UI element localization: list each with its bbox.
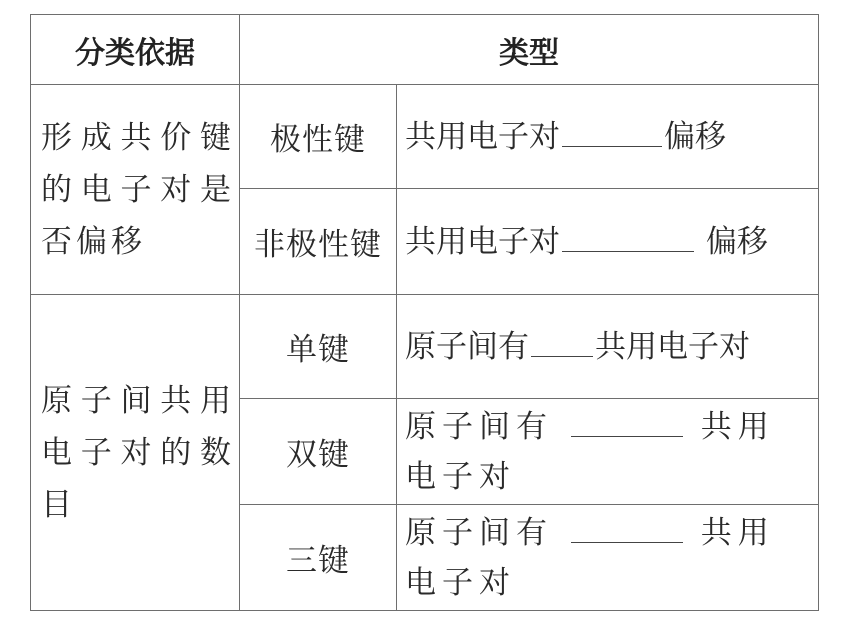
table-row bbox=[31, 85, 819, 189]
answer-blank[interactable] bbox=[531, 326, 593, 357]
header-type: 类型 bbox=[240, 15, 819, 85]
desc-text: 共用电子对 bbox=[405, 408, 775, 495]
desc-text: 偏移 bbox=[664, 118, 726, 155]
desc-polar-bond bbox=[397, 85, 819, 189]
desc-triple-bond bbox=[397, 505, 819, 611]
answer-blank[interactable] bbox=[562, 116, 662, 147]
desc-text: 原子间有 bbox=[405, 328, 529, 365]
type-double-bond: 双键 bbox=[240, 399, 397, 505]
desc-double-bond bbox=[397, 399, 819, 505]
desc-text: 原子间有 bbox=[405, 514, 553, 551]
desc-text: 共用电子对 bbox=[595, 328, 750, 365]
desc-text: 共用电子对 bbox=[405, 223, 560, 260]
desc-text: 共用电子对 bbox=[405, 514, 775, 601]
header-row bbox=[31, 15, 819, 85]
header-criterion: 分类依据 bbox=[31, 15, 240, 85]
desc-nonpolar-bond bbox=[397, 189, 819, 295]
desc-text: 原子间有 bbox=[405, 408, 553, 445]
criterion-shared-pairs: 原子间共用电子对的数目 bbox=[31, 295, 240, 611]
type-triple-bond: 三键 bbox=[240, 505, 397, 611]
table-row bbox=[31, 295, 819, 399]
desc-single-bond bbox=[397, 295, 819, 399]
desc-text: 偏移 bbox=[705, 223, 768, 260]
answer-blank[interactable] bbox=[571, 406, 683, 437]
type-nonpolar-bond: 非极性键 bbox=[240, 189, 397, 295]
answer-blank[interactable] bbox=[562, 221, 694, 252]
classification-table bbox=[30, 14, 819, 611]
answer-blank[interactable] bbox=[571, 512, 683, 543]
type-polar-bond: 极性键 bbox=[240, 85, 397, 189]
criterion-electron-shift: 形成共价键的电子对是否偏移 bbox=[31, 85, 240, 295]
type-single-bond: 单键 bbox=[240, 295, 397, 399]
desc-text: 共用电子对 bbox=[405, 118, 560, 155]
